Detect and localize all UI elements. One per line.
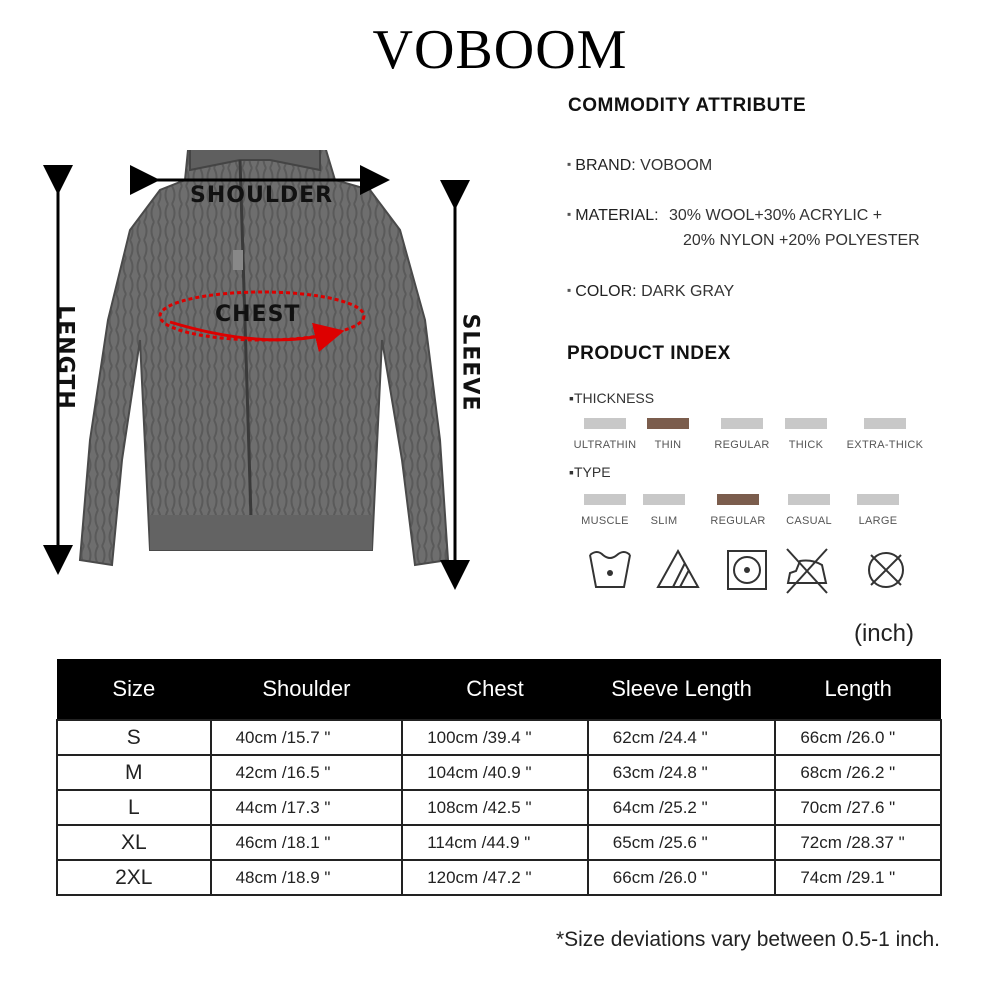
table-cell: 100cm /39.4 " — [402, 720, 588, 755]
type-option: LARGE — [838, 494, 918, 527]
column-header: Size — [57, 659, 211, 720]
brand-value: VOBOOM — [640, 157, 713, 174]
thickness-scale — [565, 418, 945, 458]
table-cell: 70cm /27.6 " — [775, 790, 941, 825]
type-option: CASUAL — [769, 494, 849, 527]
no-iron-icon — [782, 545, 832, 595]
shoulder-label: SHOULDER — [190, 183, 334, 208]
table-row — [57, 755, 941, 790]
type-option-selected: REGULAR — [698, 494, 778, 527]
table-cell: 74cm /29.1 " — [775, 860, 941, 895]
thickness-label: ▪THICKNESS — [569, 390, 655, 406]
square-bullet-icon: ▪ — [569, 390, 574, 406]
scale-bar-selected — [717, 494, 759, 505]
bullet-icon: ▪ — [567, 157, 572, 171]
table-cell: 120cm /47.2 " — [402, 860, 588, 895]
color-value: DARK GRAY — [641, 283, 735, 300]
table-cell: 40cm /15.7 " — [211, 720, 403, 755]
table-row — [57, 825, 941, 860]
type-option: MUSCLE — [565, 494, 645, 527]
unit-note: (inch) — [853, 620, 914, 647]
scale-bar — [785, 418, 827, 429]
color-key: COLOR: — [575, 283, 637, 300]
table-cell: 65cm /25.6 " — [588, 825, 776, 860]
scale-bar — [643, 494, 685, 505]
material-attribute — [567, 207, 882, 225]
table-cell: 64cm /25.2 " — [588, 790, 776, 825]
table-cell: 66cm /26.0 " — [775, 720, 941, 755]
column-header: Sleeve Length — [588, 659, 776, 720]
bullet-icon: ▪ — [567, 207, 572, 221]
thickness-option: REGULAR — [702, 418, 782, 451]
scale-bar — [721, 418, 763, 429]
table-cell: 63cm /24.8 " — [588, 755, 776, 790]
tumble-dry-icon — [722, 545, 772, 595]
table-cell: 44cm /17.3 " — [211, 790, 403, 825]
chest-label: CHEST — [215, 302, 301, 327]
no-bleach-icon — [653, 545, 703, 595]
garment-illustration — [30, 150, 500, 610]
brand-attribute — [567, 157, 712, 175]
scale-bar — [857, 494, 899, 505]
column-header: Chest — [402, 659, 588, 720]
scale-bar — [864, 418, 906, 429]
table-cell: 72cm /28.37 " — [775, 825, 941, 860]
color-attribute — [567, 283, 734, 301]
no-dryclean-icon — [861, 545, 911, 595]
type-option: SLIM — [624, 494, 704, 527]
commodity-attribute-title: COMMODITY ATTRIBUTE — [568, 95, 807, 116]
size-table — [56, 659, 942, 896]
care-icons — [575, 545, 905, 605]
type-label: ▪TYPE — [569, 464, 611, 480]
table-cell: 104cm /40.9 " — [402, 755, 588, 790]
size-cell: XL — [57, 825, 211, 860]
table-cell: 48cm /18.9 " — [211, 860, 403, 895]
table-cell: 108cm /42.5 " — [402, 790, 588, 825]
size-cell: 2XL — [57, 860, 211, 895]
size-cell: S — [57, 720, 211, 755]
sweater-image — [30, 150, 500, 610]
brand-key: BRAND: — [575, 157, 636, 174]
wash-30-icon — [585, 545, 635, 595]
material-line-2: 20% NYLON +20% POLYESTER — [683, 232, 920, 249]
table-cell: 114cm /44.9 " — [402, 825, 588, 860]
scale-bar — [584, 418, 626, 429]
table-header-row — [57, 659, 941, 720]
table-cell: 68cm /26.2 " — [775, 755, 941, 790]
size-cell: M — [57, 755, 211, 790]
size-footnote: *Size deviations vary between 0.5-1 inch. — [555, 928, 940, 951]
scale-bar — [584, 494, 626, 505]
column-header: Length — [775, 659, 941, 720]
type-scale — [565, 494, 945, 534]
column-header: Shoulder — [211, 659, 403, 720]
material-key: MATERIAL: — [575, 207, 659, 224]
table-cell: 66cm /26.0 " — [588, 860, 776, 895]
thickness-option: ULTRATHIN — [565, 418, 645, 451]
thickness-option: EXTRA-THICK — [845, 418, 925, 451]
table-cell: 46cm /18.1 " — [211, 825, 403, 860]
table-cell: 42cm /16.5 " — [211, 755, 403, 790]
thickness-option: THICK — [766, 418, 846, 451]
square-bullet-icon: ▪ — [569, 464, 574, 480]
brand-title: VOBOOM — [372, 19, 628, 81]
sleeve-label: SLEEVE — [457, 313, 483, 412]
length-label: LENGTH — [52, 305, 78, 410]
table-cell: 62cm /24.4 " — [588, 720, 776, 755]
table-row — [57, 860, 941, 895]
table-row — [57, 790, 941, 825]
bullet-icon: ▪ — [567, 283, 572, 297]
size-cell: L — [57, 790, 211, 825]
table-row — [57, 720, 941, 755]
thickness-option-selected: THIN — [628, 418, 708, 451]
product-index-title: PRODUCT INDEX — [567, 343, 731, 364]
scale-bar-selected — [647, 418, 689, 429]
scale-bar — [788, 494, 830, 505]
material-line-1: 30% WOOL+30% ACRYLIC + — [669, 207, 883, 224]
